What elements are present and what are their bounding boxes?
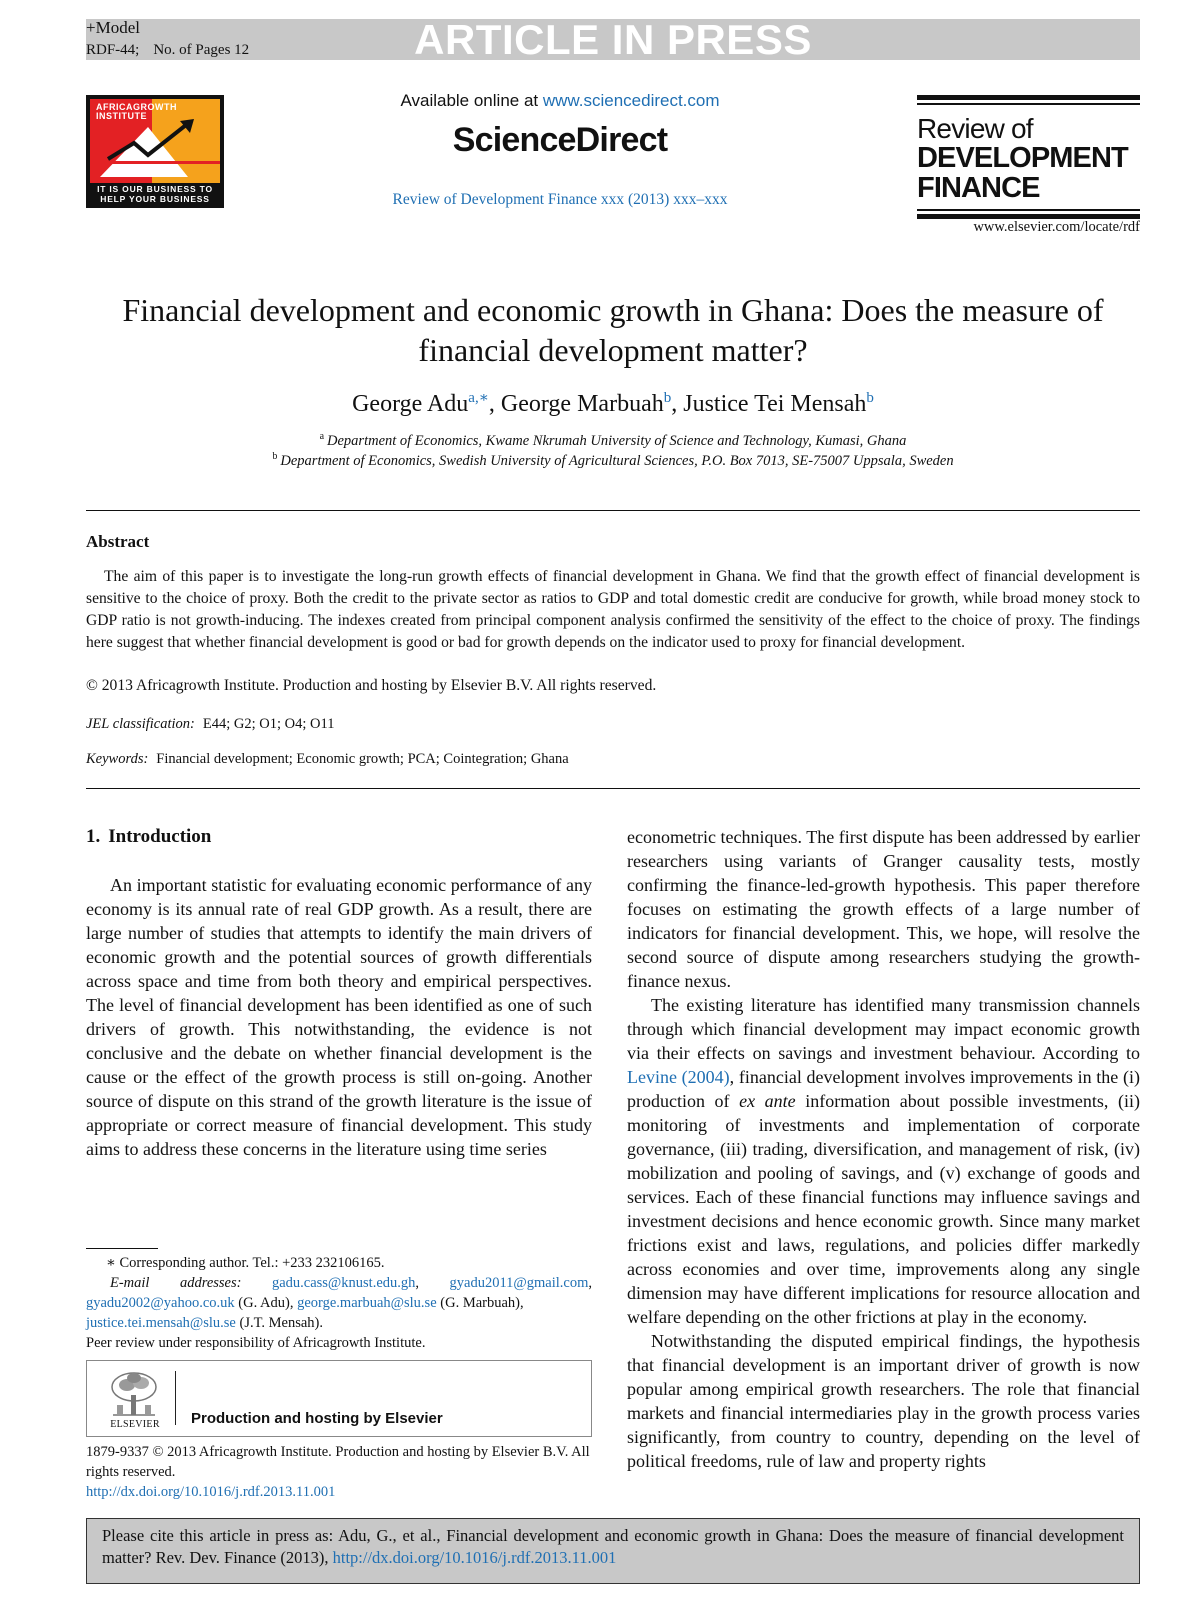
author: George Adu bbox=[352, 391, 469, 417]
logo-title: AFRICAGROWTH INSTITUTE bbox=[96, 102, 177, 121]
author: Justice Tei Mensah bbox=[683, 391, 867, 417]
email-line: gyadu2002@yahoo.co.uk (G. Adu), george.marbuah@slu.se (G. Marbuah), bbox=[86, 1295, 524, 1311]
logo-chart-icon bbox=[90, 99, 220, 183]
abstract-heading: Abstract bbox=[86, 532, 150, 551]
email-link[interactable]: gyadu2011@gmail.com bbox=[449, 1275, 589, 1291]
footnote-rule bbox=[86, 1248, 158, 1249]
cite-doi-link[interactable]: http://dx.doi.org/10.1016/j.rdf.2013.11.001 bbox=[332, 1548, 617, 1567]
divider bbox=[86, 788, 1140, 789]
paragraph: The existing literature has identified many transmission channels through which financial development may impact economic growth via their effects on savings and investment behaviour. According to Levine (2004), financial development involves improvements in the (i) production of ex ante information about possible investments, (ii) monitoring of investments and implementation of corporate governance, (iii) trading, diversification, and management of risk, (iv) mobilization and pooling of savings, and (v) exchange of goods and services. Each of these financial functions may influence savings and investment decisions and hence economic growth. Since many market frictions exist and laws, regulations, and policies differ markedly across economies and over time, improvements along any single dimension may have different implications for resource allocation and welfare depending on the other frictions at play in the economy. bbox=[627, 995, 1140, 1327]
peer-review-note: Peer review under responsibility of Africagrowth Institute. bbox=[86, 1335, 426, 1351]
author-list: George Adu$^{a,∗}$, George Marbuah$^b$, Justice Tei Mensah$^b$ bbox=[352, 390, 874, 417]
affiliation-b: $^b$ Department of Economics, Swedish University of Agricultural Sciences, P.O. Box 7013, SE-75007 Uppsala, Sweden bbox=[272, 451, 954, 469]
email-link[interactable]: george.marbuah@slu.se bbox=[297, 1295, 437, 1311]
production-hosting: Production and hosting by Elsevier bbox=[191, 1410, 443, 1427]
author: George Marbuah bbox=[500, 391, 664, 417]
journal-citation-link[interactable]: Review of Development Finance xxx (2013) xxx–xxx bbox=[392, 191, 728, 208]
sciencedirect-link[interactable]: www.sciencedirect.com bbox=[542, 91, 720, 110]
issn-copyright: 1879-9337 © 2013 Africagrowth Institute. Production and hosting by Elsevier B.V. All rights reserved. http://dx.doi.org/10.1016/j.rdf.2013.11.001 bbox=[86, 1444, 590, 1500]
journal-logo bbox=[917, 95, 1140, 219]
left-column bbox=[86, 873, 592, 1161]
doi-link[interactable]: http://dx.doi.org/10.1016/j.rdf.2013.11.001 bbox=[86, 1484, 336, 1500]
logo-tagline: IT IS OUR BUSINESS TO HELP YOUR BUSINESS bbox=[97, 184, 213, 204]
affiliation-a: $^a$ Department of Economics, Kwame Nkrumah University of Science and Technology, Kumasi, Ghana bbox=[319, 431, 907, 449]
jel-classification: JEL classification: E44; G2; O1; O4; O11 bbox=[86, 716, 335, 732]
keywords: Keywords: Financial development; Economic growth; PCA; Cointegration; Ghana bbox=[86, 751, 569, 767]
available-online: Available online at www.sciencedirect.com bbox=[400, 91, 720, 110]
section-heading: 1. Introduction bbox=[86, 826, 212, 847]
email-line: justice.tei.mensah@slu.se (J.T. Mensah). bbox=[86, 1315, 323, 1331]
elsevier-box bbox=[86, 1360, 592, 1437]
paragraph: An important statistic for evaluating economic performance of any economy is its annual rate of real GDP growth. As a result, there are large number of studies that attempts to identify the main drivers of economic growth and the potential sources of growth differentials across space and time from both theory and empirical perspectives. The level of financial development has been identified as one of such drivers of growth. This notwithstanding, the evidence is not conclusive and the debate on whether financial development is the cause or the effect of the growth process is still on-going. Another source of dispute on this strand of the growth literature is the issue of appropriate or correct measure of financial development. This study aims to address these concerns in the literature using time series bbox=[86, 875, 592, 1159]
abstract-copyright: © 2013 Africagrowth Institute. Production and hosting by Elsevier B.V. All rights reserved. bbox=[86, 677, 657, 694]
article-in-press-banner: ARTICLE IN PRESS bbox=[414, 16, 812, 63]
africagrowth-logo bbox=[86, 95, 224, 208]
journal-name-line1: Review of bbox=[917, 113, 1033, 144]
article-title: Financial development and economic growth in Ghana: Does the measure of financial development matter? bbox=[122, 292, 1104, 368]
cite-box: Please cite this article in press as: Adu, G., et al., Financial development and economic growth in Ghana: Does the measure of financial development matter? Rev. Dev. Finance (2013), http://dx.doi.org/10.1016/j.rdf.2013.11.001 bbox=[86, 1518, 1140, 1584]
footnotes bbox=[86, 1253, 592, 1353]
citation-link[interactable]: Levine (2004) bbox=[627, 1067, 730, 1087]
sciencedirect-logo: ScienceDirect bbox=[452, 121, 668, 159]
elsevier-name: ELSEVIER bbox=[110, 1419, 160, 1430]
paragraph: Notwithstanding the disputed empirical findings, the hypothesis that financial development is an important driver of growth is now popular among empirical growth researchers. The role that financial markets and financial intermediaries play in the growth process varies significantly, from country to country, depending on the level of political freedoms, rule of law and property rights bbox=[627, 1331, 1140, 1471]
corresponding-author: ∗ Corresponding author. Tel.: +233 232106165. bbox=[106, 1255, 385, 1271]
author-affiliation-mark[interactable]: b bbox=[663, 390, 672, 406]
author-affiliation-mark[interactable]: b bbox=[866, 390, 874, 406]
paragraph: econometric techniques. The first dispute has been addressed by earlier researchers using variants of Granger causality tests, mostly confirming the finance-led-growth hypothesis. This paper therefore focuses on estimating the growth effects of a large number of indicators for financial development. This, we hope, will resolve the second source of dispute among researchers studying the growth-finance nexus. bbox=[627, 827, 1140, 991]
ref-code: RDF-44; bbox=[86, 42, 140, 58]
email-link[interactable]: gadu.cass@knust.edu.gh bbox=[271, 1275, 416, 1291]
model-label: +Model bbox=[86, 18, 140, 37]
email-link[interactable]: justice.tei.mensah@slu.se bbox=[86, 1315, 236, 1331]
journal-name-line3: FINANCE bbox=[917, 172, 1040, 204]
abstract-text: The aim of this paper is to investigate the long-run growth effects of financial development in Ghana. We find that the growth effect of financial development is sensitive to the choice of proxy. Both the credit to the private sector as ratios to GDP and total domestic credit are conducive for growth, while broad money stock to GDP ratio is not growth-inducing. The indexes created from principal component analysis confirmed the sensitivity of the effect to the choice of proxy. The findings here suggest that whether financial development is good or bad for growth depends on the indicator used to proxy for financial development. bbox=[86, 568, 1140, 651]
divider bbox=[86, 510, 1140, 511]
right-column bbox=[627, 825, 1140, 1473]
pages-count: No. of Pages 12 bbox=[153, 42, 250, 58]
journal-name-line2: DEVELOPMENT bbox=[917, 142, 1128, 174]
author-affiliation-mark[interactable]: a,∗ bbox=[468, 390, 489, 406]
journal-url[interactable]: www.elsevier.com/locate/rdf bbox=[973, 219, 1140, 235]
email-line: E-mail addresses: gadu.cass@knust.edu.gh, gyadu2011@gmail.com, bbox=[110, 1275, 593, 1291]
email-link[interactable]: gyadu2002@yahoo.co.uk bbox=[86, 1295, 235, 1311]
elsevier-tree-icon bbox=[109, 1371, 159, 1417]
